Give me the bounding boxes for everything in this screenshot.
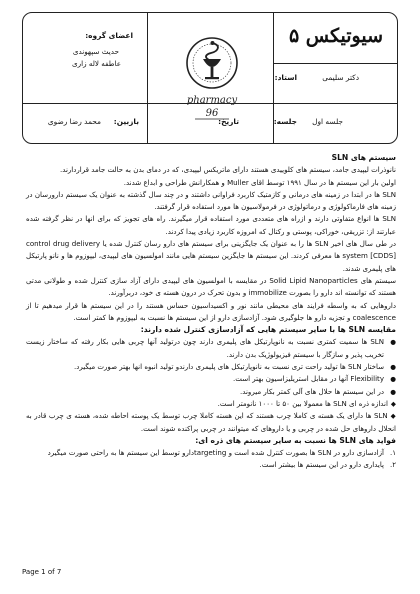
logo-text: pharmacy bbox=[186, 95, 238, 106]
comparison-heading: مقایسه SLN ها با سایر سیستم هایی که آزادسازی کنترل شده دارند: bbox=[140, 325, 396, 335]
structure-note-text: SLN ها دارای یک هسته ی کاملا چرب هستند که این هسته کاملا چرب توسط یک پوسته احاطه شده، هسته ی چرب قادر به انحلال داروهای حل شده در چربی و یا داروهای که میتوانند در چربی پراکنده شوند است. bbox=[26, 411, 396, 433]
diamond-bullet-icon: ◆ bbox=[390, 412, 396, 421]
paragraph: داروهایی که به واسطه فرایند های محیطی مانند نور و اکسیداسیون حساس هستند را در این سیستم ها قرار میدهیم تا از coalescence و تجزیه دارو ها جلوگیری شود. آزادسازی دارو از این سیستم ها نسبت به لیپوزوم ها کمتر است. bbox=[26, 300, 396, 322]
list-item: ● در این سیستم ها حلال های آلی کمتر بکار میروند. bbox=[26, 386, 396, 398]
list-item bbox=[26, 459, 396, 471]
header-box bbox=[22, 12, 398, 144]
size-note-text: اندازه ذره ای SLN ها معمولا بین ۵۰ تا ۱۰۰۰ نانومتر است. bbox=[217, 398, 388, 408]
paragraph: در طی سال های اخیر SLN ها را به عنوان یک جایگزینی برای سیستم های دارو رسان کنترل شده یا control drug delivery system [CDDS] ها معرفی کردند. این سیستم ها جایگزین سیستم هایی مانند امولسیون های لیپیدی، لیپوزوم ها و نانو پارتیکل های پلیمری شدند. bbox=[26, 239, 397, 273]
logo-year: 96 bbox=[205, 108, 219, 119]
paragraph: نانوذرات لیپیدی جامد، سیستم های کلوییدی هستند دارای ماتریکس لیپیدی، که در دمای بدن به حالت جامد قراردارند. bbox=[60, 165, 396, 175]
diamond-bullet-icon: ◆ bbox=[390, 399, 396, 408]
header-divider bbox=[147, 13, 148, 143]
structure-note bbox=[26, 410, 396, 435]
reviewer-label: بازبین: bbox=[113, 117, 139, 126]
header-divider bbox=[273, 103, 397, 104]
paragraph: SLN ها انواع متفاوتی دارند و ازراه های متعددی مورد استفاده قرار میگیرند. راه های تجویز که برای انها در نظر گرفته شده عبارتند از: تزریقی، خوراکی، پوستی و رکتال که امروزه کاربرد زیادی پیدا کردند. bbox=[26, 214, 396, 236]
paragraph: سیستم های Solid Lipid Nanoparticles در مقایسه با امولسیون های لیپیدی دارای آزاد سازی کنترل شده و طولانی مدتی هستند که توانسته اند دارو را بصورت immobilize و بدون تحرک در درون هسته ی خود، دربرآورند. bbox=[26, 275, 396, 298]
size-note bbox=[26, 398, 396, 410]
document-title: سیوتیکس ۵ bbox=[288, 25, 383, 47]
list-number: ۱. bbox=[389, 448, 396, 458]
session-label: جلسه: bbox=[273, 117, 297, 126]
session-value: جلسه اول bbox=[312, 117, 343, 126]
document-body bbox=[26, 152, 396, 472]
list-item bbox=[26, 447, 396, 459]
page-number: Page 1 of 7 bbox=[22, 568, 62, 576]
header-divider bbox=[273, 63, 397, 64]
list-item: ● SLN ها سمیت کمتری نسبت به نانوپارتیکل های پلیمری دارند چون درتولید آنها چربی هایی بکار رفته که ساختار زیست تخریب پذیر و سازگار با سیستم فیزیولوژیک بدن دارند. bbox=[26, 336, 396, 361]
pharmacy-logo-icon bbox=[181, 19, 243, 129]
teacher-label: استاد: bbox=[274, 73, 297, 82]
list-item-text: پایداری دارو در این سیستم ها بیشتر است. bbox=[259, 460, 384, 470]
reviewer-name: محمد رضا رضوی bbox=[47, 117, 101, 126]
section-heading: سیستم های SLN bbox=[331, 153, 396, 162]
list-item: ● ساختار SLN ها تولید راحت تری نسبت به نانوپارتیکل های پلیمری دارندو تولید انبوه انها بهتر صورت میگیرد. bbox=[26, 361, 396, 373]
comparison-list bbox=[26, 336, 396, 397]
teacher-name: دکتر سلیمی bbox=[322, 73, 359, 82]
member-name: عاطفه لاله زاری bbox=[72, 59, 121, 68]
benefits-list bbox=[26, 447, 396, 472]
list-number: ۲. bbox=[389, 460, 396, 470]
members-label: اعضای گروه: bbox=[85, 31, 133, 40]
member-name: حدیث سپهوندی bbox=[72, 47, 119, 56]
paragraph: اولین بار این سیستم ها در سال ۱۹۹۱ توسط اقای Muller و همکارانش طراحی و ابداع شدند. bbox=[123, 177, 396, 187]
paragraph: SLN ها در ابتدا در زمینه های درمانی و کازمتیک کاربرد فراوانی داشتند و در چند سال گذشته به عنوان یک سیستم دارورسان در زمینه های فارماکولوژی و درماتولوژی در فرمولاسیون ها مورد استفاده قرار گرفتند. bbox=[26, 189, 396, 212]
date-label: تاریخ: bbox=[218, 117, 239, 126]
list-item: ● Flexibility آنها در مقابل استریلیزاسیون بهتر است. bbox=[26, 373, 396, 385]
list-item-text: آزادسازی دارو در SLN ها بصورت کنترل شده است و targetingدارو توسط این سیستم ها به راحتی صورت میگیرد bbox=[47, 448, 384, 458]
benefits-heading: فواید های SLN ها نسبت به سایر سیستم های ذره ای: bbox=[195, 435, 396, 445]
